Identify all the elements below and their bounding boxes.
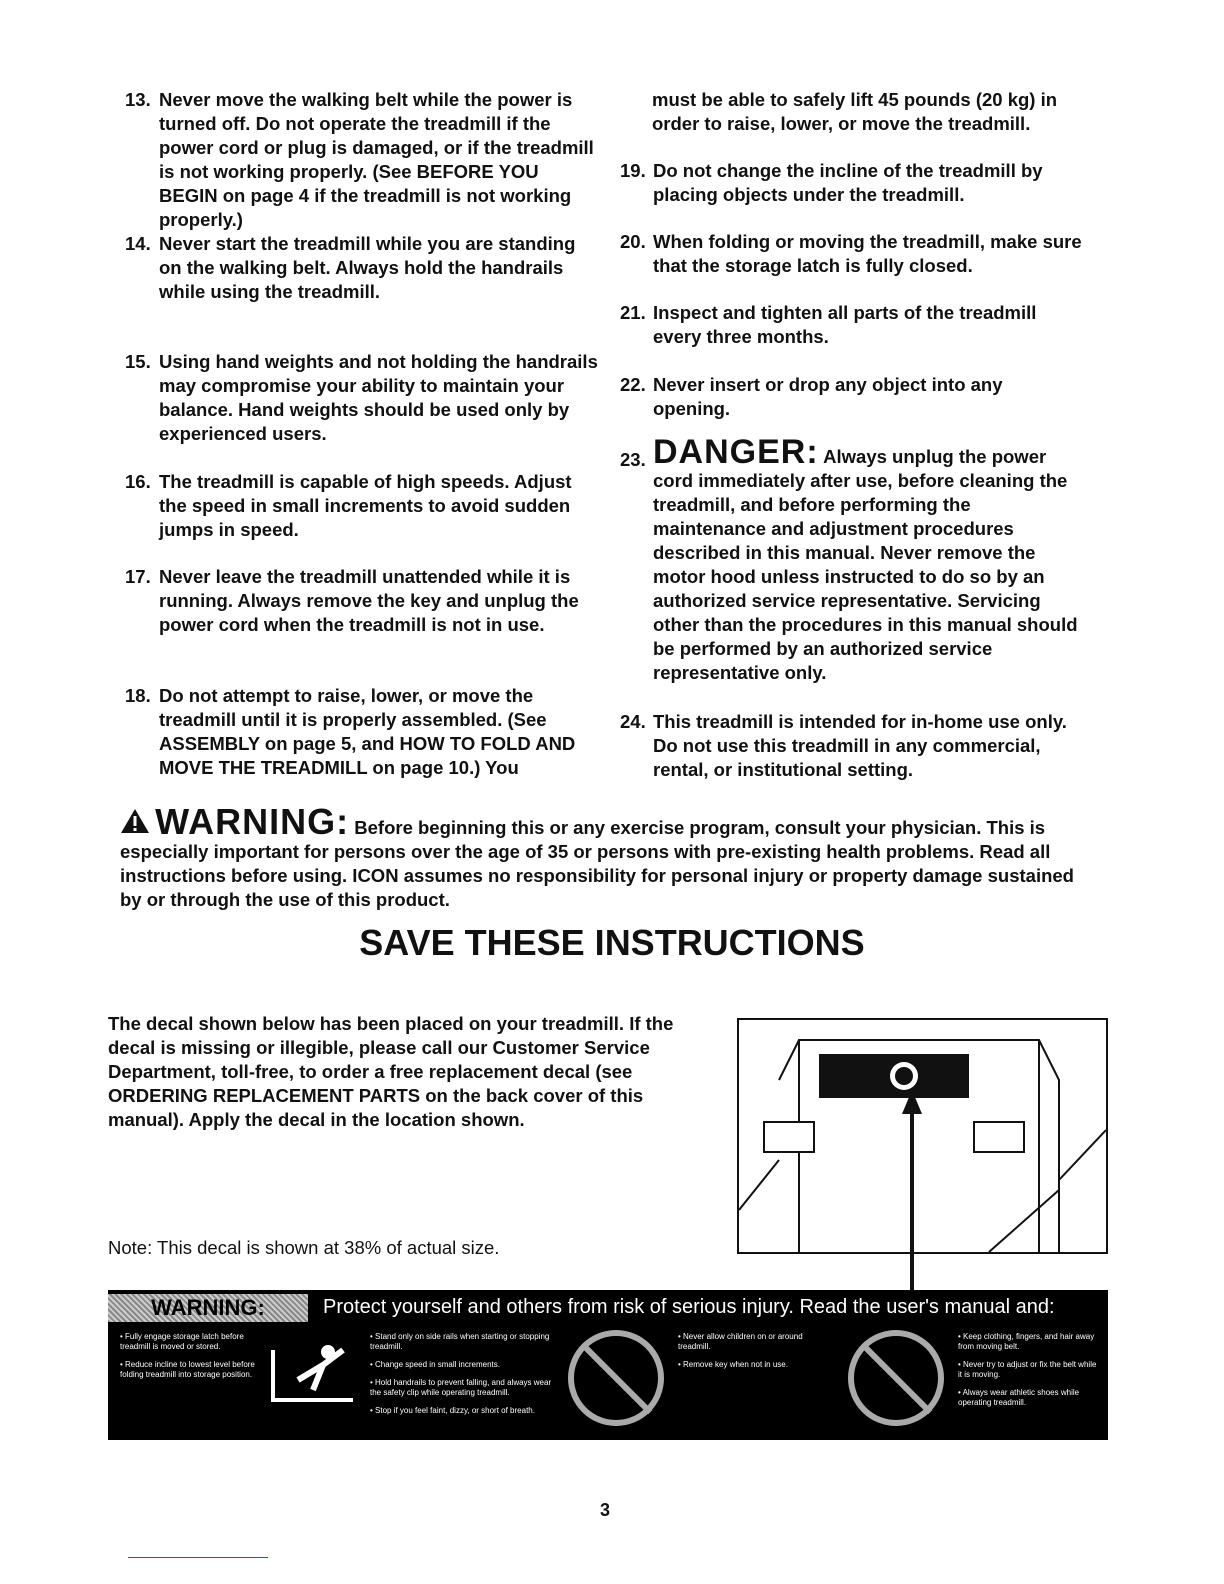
item-text: The treadmill is capable of high speeds. Adjust the speed in small increments to avoid sudden jumps in speed. [159, 471, 572, 540]
falling-person-icon [268, 1340, 358, 1410]
item-text [653, 433, 1083, 685]
item-number: 16. [125, 471, 151, 492]
safety-item-22 [620, 373, 1083, 421]
decal-column-2 [370, 1332, 560, 1424]
decal-column-3 [678, 1332, 818, 1378]
item-number: 21. [620, 302, 646, 323]
decal-warning-label: WARNING: [108, 1294, 308, 1322]
page-number: 3 [600, 1500, 611, 1520]
safety-item-16 [125, 470, 599, 542]
item-text: Never start the treadmill while you are standing on the walking belt. Always hold the handrails while using the treadmill. [159, 233, 576, 302]
decal-bullet: • Remove key when not in use. [678, 1360, 788, 1369]
item-text: This treadmill is intended for in-home use only. Do not use this treadmill in any commercial, rental, or institutional setting. [653, 711, 1067, 780]
item-text: Never move the walking belt while the power is turned off. Do not operate the treadmill if the power cord or plug is damaged, or if the treadmill is not working properly. (See BEFORE YOU BEGIN on page 4 if the treadmill is not working properly.) [159, 89, 594, 230]
warning-text: Before beginning this or any exercise program, consult your physician. This is especially important for persons over the age of 35 or persons with pre-existing health problems. Read all instructions before using. ICON assumes no responsibility for personal injury or property damage sustained by or through the use of this product. [120, 817, 1074, 910]
footer-rule [128, 1557, 268, 1558]
decal-bullet: • Hold handrails to prevent falling, and always wear the safety clip while operating treadmill. [370, 1378, 552, 1397]
arrow-line [910, 1100, 914, 1300]
item-number: 18. [125, 685, 151, 706]
safety-item-18-continued: must be able to safely lift 45 pounds (20 kg) in order to raise, lower, or move the treadmill. [652, 89, 1058, 134]
decal-note: Note: This decal is shown at 38% of actual size. [108, 1237, 500, 1258]
save-instructions-heading: SAVE THESE INSTRUCTIONS [359, 922, 865, 963]
decal-paragraph: The decal shown below has been placed on your treadmill. If the decal is missing or illegible, please call our Customer Service Department, toll-free, to order a free replacement decal (see ORDERING REPLACEMENT PARTS on the back cover of this manual). Apply the decal in the location shown. [108, 1013, 674, 1130]
safety-item-19 [620, 159, 1083, 207]
safety-item-21 [620, 301, 1083, 349]
item-text: Do not change the incline of the treadmill by placing objects under the treadmill. [653, 160, 1043, 205]
item-number: 22. [620, 374, 646, 395]
safety-item-13 [125, 88, 599, 232]
safety-item-15 [125, 350, 599, 446]
safety-item-17 [125, 565, 599, 637]
decal-bullet: • Stop if you feel faint, dizzy, or short of breath. [370, 1406, 535, 1415]
safety-item-23 [620, 433, 1083, 685]
danger-label: DANGER: [653, 433, 819, 471]
item-text: When folding or moving the treadmill, make sure that the storage latch is fully closed. [653, 231, 1082, 276]
decal-bullet: • Never try to adjust or fix the belt while it is moving. [958, 1360, 1097, 1379]
decal-column-4 [958, 1332, 1098, 1416]
warning-decal [108, 1290, 1108, 1440]
item-number: 15. [125, 351, 151, 372]
decal-column-1 [120, 1332, 260, 1388]
decal-bullet: • Reduce incline to lowest level before folding treadmill into storage position. [120, 1360, 255, 1379]
item-text: Do not attempt to raise, lower, or move the treadmill until it is properly assembled. (See ASSEMBLY on page 5, and HOW TO FOLD AND MOVE THE TREADMILL on page 10.) You [159, 685, 576, 778]
safety-item-14 [125, 232, 599, 304]
item-text: Inspect and tighten all parts of the treadmill every three months. [653, 302, 1037, 347]
item-number: 17. [125, 566, 151, 587]
warning-paragraph [120, 801, 1100, 912]
item-number: 13. [125, 89, 151, 110]
decal-header-text: Protect yourself and others from risk of serious injury. Read the user's manual and: [323, 1296, 1055, 1318]
decal-bullet: • Never allow children on or around treadmill. [678, 1332, 803, 1351]
decal-bullet: • Keep clothing, fingers, and hair away from moving belt. [958, 1332, 1095, 1351]
item-text: Never leave the treadmill unattended while it is running. Always remove the key and unplug the power cord when the treadmill is not in use. [159, 566, 579, 635]
item-number: 20. [620, 231, 646, 252]
no-hands-near-belt-icon [848, 1330, 944, 1426]
item-text: Never insert or drop any object into any opening. [653, 374, 1003, 419]
no-children-icon [568, 1330, 664, 1426]
item-number: 23. [620, 449, 646, 470]
decal-bullet: • Fully engage storage latch before treadmill is moved or stored. [120, 1332, 244, 1351]
item-text: Using hand weights and not holding the handrails may compromise your ability to maintain your balance. Hand weights should be used only by experienced users. [159, 351, 598, 444]
item-number: 19. [620, 160, 646, 181]
treadmill-decal-location-illustration [737, 1018, 1108, 1254]
item-number: 14. [125, 233, 151, 254]
safety-item-20 [620, 230, 1083, 278]
decal-header [108, 1290, 1108, 1326]
decal-bullet: • Always wear athletic shoes while operating treadmill. [958, 1388, 1080, 1407]
decal-bullet: • Change speed in small increments. [370, 1360, 500, 1369]
safety-item-24 [620, 710, 1083, 782]
warning-label: WARNING: [155, 801, 350, 842]
warning-triangle-icon [120, 808, 150, 834]
item-number: 24. [620, 711, 646, 732]
decal-bullet: • Stand only on side rails when starting or stopping treadmill. [370, 1332, 550, 1351]
danger-text: Always unplug the power cord immediately after use, before cleaning the treadmill, and before performing the maintenance and adjustment procedures described in this manual. Never remove the motor hood unless instructed to do so by an authorized service representative. Servicing other than the procedures in this manual should be performed by an authorized service representative only. [653, 446, 1078, 683]
safety-item-18 [125, 684, 599, 780]
